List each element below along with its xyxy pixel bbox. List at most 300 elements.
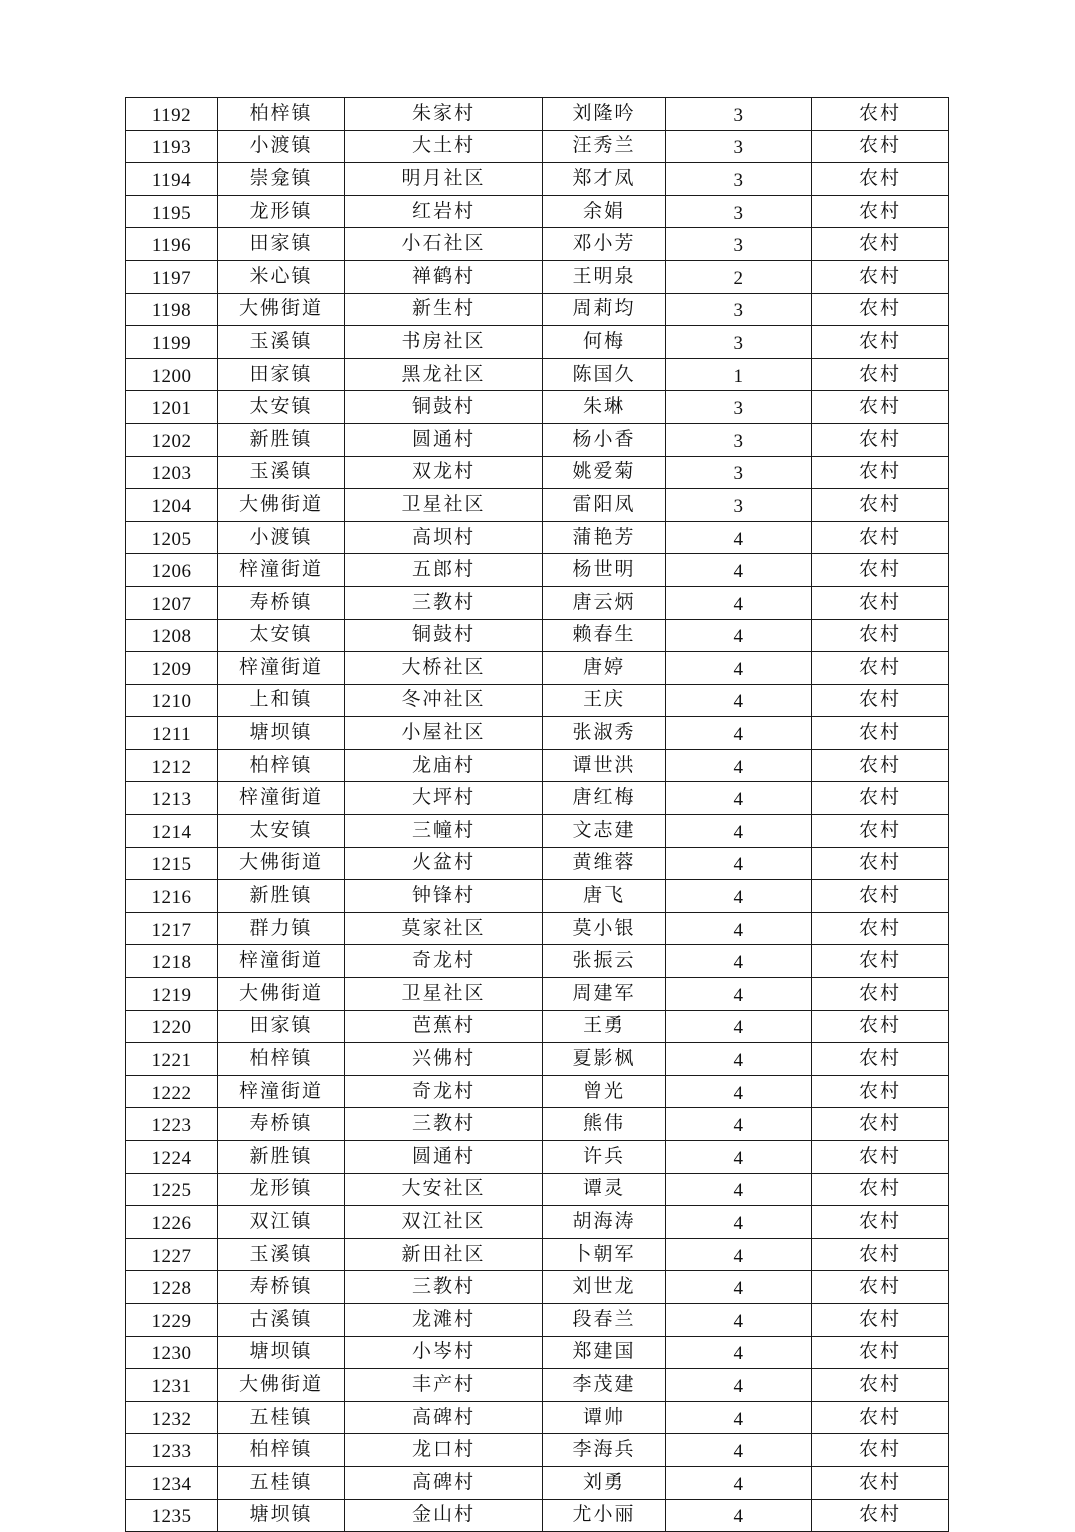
town-cell: 新胜镇 [218,1141,345,1174]
name-cell: 杨小香 [543,423,666,456]
category-cell: 农村 [812,521,949,554]
count-cell: 4 [666,1238,812,1271]
category-cell: 农村 [812,586,949,619]
table-row [126,228,949,261]
serial-number-cell: 1197 [126,260,218,293]
name-cell: 赖春生 [543,619,666,652]
table-row [126,847,949,880]
table-row [126,1499,949,1532]
name-cell: 尤小丽 [543,1499,666,1532]
town-cell: 小渡镇 [218,521,345,554]
town-cell: 新胜镇 [218,880,345,913]
table-row [126,912,949,945]
serial-number-cell: 1202 [126,423,218,456]
table-row [126,1336,949,1369]
category-cell: 农村 [812,391,949,424]
category-cell: 农村 [812,260,949,293]
village-cell: 铜鼓村 [345,619,543,652]
table-row [126,1075,949,1108]
town-cell: 田家镇 [218,1010,345,1043]
category-cell: 农村 [812,1336,949,1369]
name-cell: 胡海涛 [543,1206,666,1239]
category-cell: 农村 [812,456,949,489]
village-cell: 圆通村 [345,1141,543,1174]
village-cell: 双江社区 [345,1206,543,1239]
table-row [126,1303,949,1336]
count-cell: 4 [666,1075,812,1108]
name-cell: 曾光 [543,1075,666,1108]
count-cell: 4 [666,1499,812,1532]
category-cell: 农村 [812,1206,949,1239]
serial-number-cell: 1215 [126,847,218,880]
town-cell: 大佛街道 [218,1369,345,1402]
name-cell: 张振云 [543,945,666,978]
serial-number-cell: 1204 [126,489,218,522]
town-cell: 塘坝镇 [218,717,345,750]
category-cell: 农村 [812,652,949,685]
village-cell: 新田社区 [345,1238,543,1271]
serial-number-cell: 1220 [126,1010,218,1043]
village-cell: 三教村 [345,1108,543,1141]
name-cell: 熊伟 [543,1108,666,1141]
count-cell: 4 [666,684,812,717]
serial-number-cell: 1192 [126,98,218,131]
category-cell: 农村 [812,912,949,945]
table-row [126,619,949,652]
count-cell: 3 [666,163,812,196]
count-cell: 4 [666,815,812,848]
serial-number-cell: 1207 [126,586,218,619]
name-cell: 周莉均 [543,293,666,326]
count-cell: 4 [666,847,812,880]
town-cell: 大佛街道 [218,847,345,880]
name-cell: 王明泉 [543,260,666,293]
category-cell: 农村 [812,815,949,848]
category-cell: 农村 [812,847,949,880]
village-cell: 双龙村 [345,456,543,489]
table-row [126,978,949,1011]
village-cell: 三教村 [345,586,543,619]
name-cell: 唐红梅 [543,782,666,815]
village-cell: 小岑村 [345,1336,543,1369]
count-cell: 4 [666,782,812,815]
serial-number-cell: 1203 [126,456,218,489]
records-table [125,97,949,1532]
category-cell: 农村 [812,98,949,131]
name-cell: 段春兰 [543,1303,666,1336]
count-cell: 4 [666,1271,812,1304]
town-cell: 梓潼街道 [218,945,345,978]
serial-number-cell: 1205 [126,521,218,554]
village-cell: 莫家社区 [345,912,543,945]
count-cell: 3 [666,228,812,261]
table-row [126,880,949,913]
count-cell: 4 [666,1141,812,1174]
category-cell: 农村 [812,358,949,391]
village-cell: 龙滩村 [345,1303,543,1336]
category-cell: 农村 [812,1466,949,1499]
category-cell: 农村 [812,1369,949,1402]
count-cell: 4 [666,1173,812,1206]
category-cell: 农村 [812,1401,949,1434]
name-cell: 陈国久 [543,358,666,391]
table-row [126,554,949,587]
village-cell: 大安社区 [345,1173,543,1206]
village-cell: 黑龙社区 [345,358,543,391]
table-row [126,163,949,196]
town-cell: 太安镇 [218,619,345,652]
town-cell: 玉溪镇 [218,456,345,489]
category-cell: 农村 [812,684,949,717]
town-cell: 米心镇 [218,260,345,293]
name-cell: 周建军 [543,978,666,1011]
table-row [126,1466,949,1499]
name-cell: 李海兵 [543,1434,666,1467]
table-row [126,130,949,163]
town-cell: 梓潼街道 [218,652,345,685]
category-cell: 农村 [812,945,949,978]
village-cell: 大桥社区 [345,652,543,685]
serial-number-cell: 1200 [126,358,218,391]
town-cell: 玉溪镇 [218,326,345,359]
town-cell: 古溪镇 [218,1303,345,1336]
town-cell: 柏梓镇 [218,98,345,131]
count-cell: 4 [666,717,812,750]
town-cell: 梓潼街道 [218,782,345,815]
village-cell: 龙口村 [345,1434,543,1467]
village-cell: 高碑村 [345,1466,543,1499]
count-cell: 4 [666,619,812,652]
count-cell: 4 [666,1043,812,1076]
village-cell: 三幢村 [345,815,543,848]
category-cell: 农村 [812,423,949,456]
count-cell: 4 [666,1369,812,1402]
town-cell: 五桂镇 [218,1466,345,1499]
table-row [126,521,949,554]
serial-number-cell: 1223 [126,1108,218,1141]
count-cell: 4 [666,1206,812,1239]
table-row [126,1271,949,1304]
village-cell: 奇龙村 [345,945,543,978]
count-cell: 4 [666,1303,812,1336]
town-cell: 塘坝镇 [218,1336,345,1369]
count-cell: 3 [666,326,812,359]
village-cell: 三教村 [345,1271,543,1304]
name-cell: 王庆 [543,684,666,717]
category-cell: 农村 [812,782,949,815]
village-cell: 奇龙村 [345,1075,543,1108]
serial-number-cell: 1196 [126,228,218,261]
category-cell: 农村 [812,195,949,228]
village-cell: 大土村 [345,130,543,163]
town-cell: 田家镇 [218,358,345,391]
town-cell: 柏梓镇 [218,749,345,782]
table-row [126,1141,949,1174]
table-row [126,489,949,522]
name-cell: 郑建国 [543,1336,666,1369]
category-cell: 农村 [812,1271,949,1304]
serial-number-cell: 1213 [126,782,218,815]
name-cell: 谭灵 [543,1173,666,1206]
village-cell: 高坝村 [345,521,543,554]
village-cell: 丰产村 [345,1369,543,1402]
name-cell: 邓小芳 [543,228,666,261]
village-cell: 圆通村 [345,423,543,456]
table-row [126,782,949,815]
category-cell: 农村 [812,1043,949,1076]
name-cell: 李茂建 [543,1369,666,1402]
serial-number-cell: 1225 [126,1173,218,1206]
count-cell: 4 [666,1108,812,1141]
town-cell: 龙形镇 [218,195,345,228]
table-row [126,1043,949,1076]
table-row [126,815,949,848]
category-cell: 农村 [812,1075,949,1108]
name-cell: 谭帅 [543,1401,666,1434]
town-cell: 群力镇 [218,912,345,945]
town-cell: 梓潼街道 [218,1075,345,1108]
village-cell: 红岩村 [345,195,543,228]
table-row [126,456,949,489]
name-cell: 许兵 [543,1141,666,1174]
serial-number-cell: 1234 [126,1466,218,1499]
table-row [126,586,949,619]
count-cell: 4 [666,1434,812,1467]
village-cell: 禅鹤村 [345,260,543,293]
village-cell: 芭蕉村 [345,1010,543,1043]
town-cell: 大佛街道 [218,978,345,1011]
serial-number-cell: 1224 [126,1141,218,1174]
village-cell: 龙庙村 [345,749,543,782]
serial-number-cell: 1232 [126,1401,218,1434]
name-cell: 汪秀兰 [543,130,666,163]
category-cell: 农村 [812,1108,949,1141]
count-cell: 3 [666,195,812,228]
town-cell: 塘坝镇 [218,1499,345,1532]
table-row [126,1369,949,1402]
serial-number-cell: 1231 [126,1369,218,1402]
name-cell: 黄维蓉 [543,847,666,880]
count-cell: 2 [666,260,812,293]
category-cell: 农村 [812,1238,949,1271]
count-cell: 4 [666,978,812,1011]
name-cell: 张淑秀 [543,717,666,750]
name-cell: 余娟 [543,195,666,228]
category-cell: 农村 [812,163,949,196]
town-cell: 梓潼街道 [218,554,345,587]
name-cell: 刘隆吟 [543,98,666,131]
serial-number-cell: 1227 [126,1238,218,1271]
count-cell: 3 [666,423,812,456]
village-cell: 小屋社区 [345,717,543,750]
serial-number-cell: 1218 [126,945,218,978]
category-cell: 农村 [812,326,949,359]
name-cell: 唐婷 [543,652,666,685]
serial-number-cell: 1217 [126,912,218,945]
serial-number-cell: 1230 [126,1336,218,1369]
name-cell: 唐飞 [543,880,666,913]
town-cell: 大佛街道 [218,293,345,326]
serial-number-cell: 1194 [126,163,218,196]
town-cell: 龙形镇 [218,1173,345,1206]
village-cell: 钟锋村 [345,880,543,913]
town-cell: 新胜镇 [218,423,345,456]
category-cell: 农村 [812,554,949,587]
category-cell: 农村 [812,1010,949,1043]
table-row [126,945,949,978]
village-cell: 朱家村 [345,98,543,131]
serial-number-cell: 1206 [126,554,218,587]
category-cell: 农村 [812,293,949,326]
category-cell: 农村 [812,489,949,522]
town-cell: 寿桥镇 [218,1271,345,1304]
name-cell: 蒲艳芳 [543,521,666,554]
table-row [126,1401,949,1434]
town-cell: 柏梓镇 [218,1043,345,1076]
table-row [126,391,949,424]
count-cell: 4 [666,880,812,913]
count-cell: 4 [666,1401,812,1434]
count-cell: 3 [666,98,812,131]
name-cell: 杨世明 [543,554,666,587]
name-cell: 王勇 [543,1010,666,1043]
town-cell: 太安镇 [218,815,345,848]
count-cell: 4 [666,586,812,619]
town-cell: 太安镇 [218,391,345,424]
town-cell: 双江镇 [218,1206,345,1239]
name-cell: 何梅 [543,326,666,359]
name-cell: 雷阳凤 [543,489,666,522]
serial-number-cell: 1195 [126,195,218,228]
village-cell: 冬冲社区 [345,684,543,717]
count-cell: 4 [666,1336,812,1369]
table-row [126,326,949,359]
town-cell: 小渡镇 [218,130,345,163]
category-cell: 农村 [812,1434,949,1467]
count-cell: 4 [666,912,812,945]
town-cell: 柏梓镇 [218,1434,345,1467]
serial-number-cell: 1233 [126,1434,218,1467]
village-cell: 铜鼓村 [345,391,543,424]
town-cell: 寿桥镇 [218,1108,345,1141]
count-cell: 3 [666,489,812,522]
count-cell: 3 [666,293,812,326]
count-cell: 4 [666,652,812,685]
village-cell: 高碑村 [345,1401,543,1434]
village-cell: 火盆村 [345,847,543,880]
village-cell: 书房社区 [345,326,543,359]
serial-number-cell: 1214 [126,815,218,848]
name-cell: 卜朝军 [543,1238,666,1271]
serial-number-cell: 1219 [126,978,218,1011]
name-cell: 刘勇 [543,1466,666,1499]
village-cell: 卫星社区 [345,489,543,522]
table-row [126,749,949,782]
serial-number-cell: 1221 [126,1043,218,1076]
count-cell: 3 [666,456,812,489]
category-cell: 农村 [812,1303,949,1336]
serial-number-cell: 1228 [126,1271,218,1304]
category-cell: 农村 [812,717,949,750]
serial-number-cell: 1193 [126,130,218,163]
count-cell: 4 [666,1010,812,1043]
table-row [126,684,949,717]
table-row [126,358,949,391]
serial-number-cell: 1216 [126,880,218,913]
name-cell: 朱琳 [543,391,666,424]
serial-number-cell: 1222 [126,1075,218,1108]
village-cell: 大坪村 [345,782,543,815]
table-row [126,423,949,456]
serial-number-cell: 1210 [126,684,218,717]
name-cell: 唐云炳 [543,586,666,619]
count-cell: 4 [666,521,812,554]
name-cell: 莫小银 [543,912,666,945]
count-cell: 3 [666,391,812,424]
category-cell: 农村 [812,130,949,163]
table-row [126,260,949,293]
town-cell: 大佛街道 [218,489,345,522]
category-cell: 农村 [812,1173,949,1206]
category-cell: 农村 [812,978,949,1011]
village-cell: 五郎村 [345,554,543,587]
table-row [126,195,949,228]
serial-number-cell: 1212 [126,749,218,782]
village-cell: 明月社区 [345,163,543,196]
count-cell: 4 [666,945,812,978]
count-cell: 4 [666,1466,812,1499]
table-row [126,98,949,131]
town-cell: 田家镇 [218,228,345,261]
category-cell: 农村 [812,619,949,652]
town-cell: 崇龛镇 [218,163,345,196]
serial-number-cell: 1235 [126,1499,218,1532]
serial-number-cell: 1208 [126,619,218,652]
serial-number-cell: 1209 [126,652,218,685]
town-cell: 玉溪镇 [218,1238,345,1271]
count-cell: 4 [666,749,812,782]
name-cell: 文志建 [543,815,666,848]
name-cell: 郑才凤 [543,163,666,196]
name-cell: 姚爱菊 [543,456,666,489]
serial-number-cell: 1226 [126,1206,218,1239]
category-cell: 农村 [812,749,949,782]
town-cell: 五桂镇 [218,1401,345,1434]
table-row [126,293,949,326]
serial-number-cell: 1229 [126,1303,218,1336]
category-cell: 农村 [812,1499,949,1532]
table-row [126,1108,949,1141]
category-cell: 农村 [812,880,949,913]
count-cell: 1 [666,358,812,391]
records-table-body [126,98,949,1532]
village-cell: 新生村 [345,293,543,326]
town-cell: 寿桥镇 [218,586,345,619]
table-row [126,717,949,750]
town-cell: 上和镇 [218,684,345,717]
village-cell: 卫星社区 [345,978,543,1011]
village-cell: 金山村 [345,1499,543,1532]
serial-number-cell: 1211 [126,717,218,750]
serial-number-cell: 1198 [126,293,218,326]
table-row [126,1434,949,1467]
category-cell: 农村 [812,228,949,261]
table-row [126,1206,949,1239]
category-cell: 农村 [812,1141,949,1174]
count-cell: 3 [666,130,812,163]
name-cell: 刘世龙 [543,1271,666,1304]
village-cell: 兴佛村 [345,1043,543,1076]
